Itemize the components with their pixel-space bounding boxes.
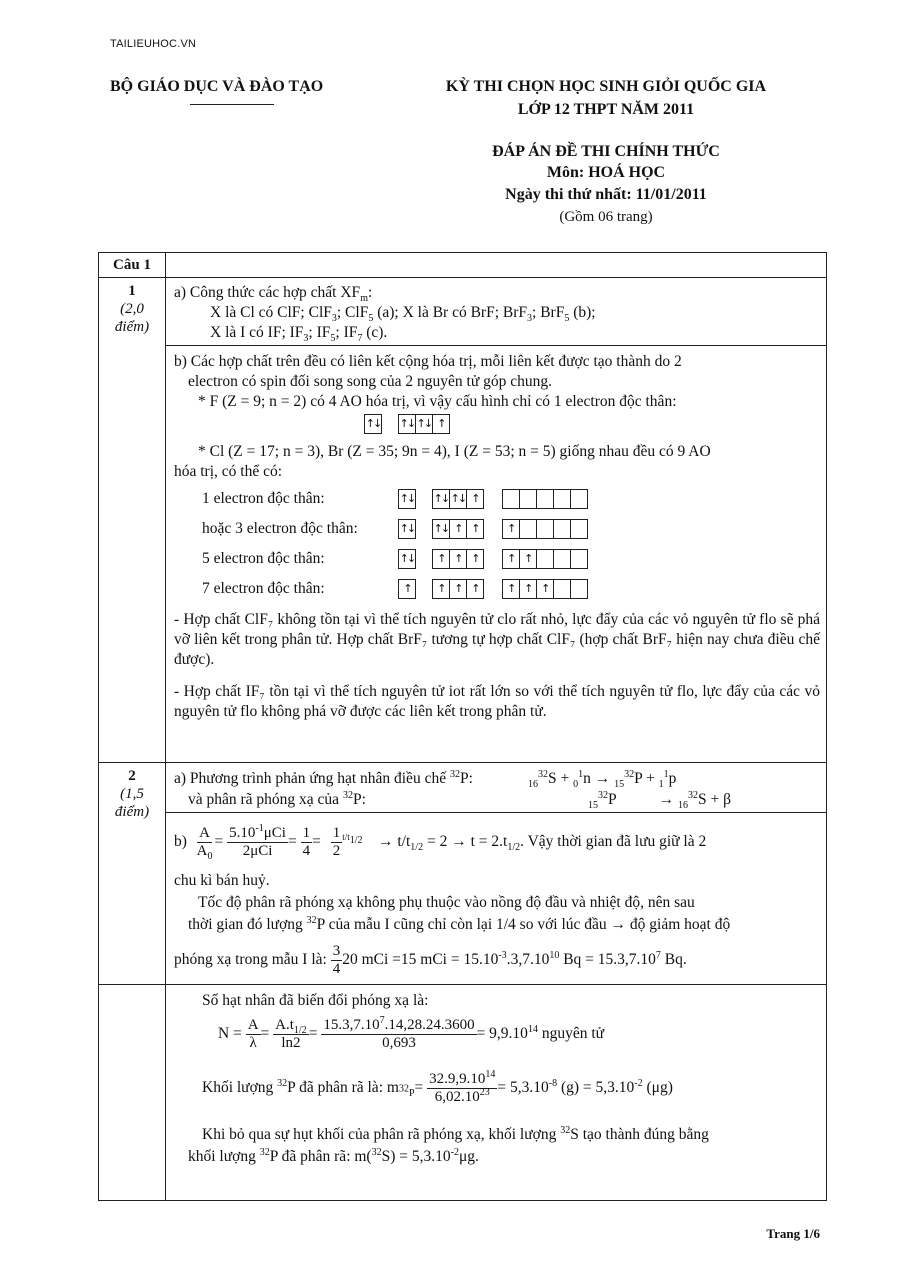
- part1-points-unit: điểm): [114, 319, 150, 335]
- subject: Môn: HOÁ HỌC: [546, 164, 666, 181]
- part1-b-cell: [166, 346, 827, 763]
- part1-a-cell: [166, 278, 827, 346]
- part2-b-line3: Tốc độ phân rã phóng xạ không phụ thuộc vào nồng độ đầu và nhiệt độ, nên sau: [198, 894, 695, 911]
- part1-b-fluorine: * F (Z = 9; n = 2) có 4 AO hóa trị, vì vậy cấu hình chỉ có 1 electron độc thân:: [198, 393, 677, 410]
- nuclear-reaction: $_{16}^{32}$S + $_0^1$n → $_{15}^{32}$P + $_1^1$p: [528, 768, 677, 791]
- part2-b-line4: thời gian đó lượng $^{32}$P của mẫu I cũng chỉ còn lại 1/4 so với lúc đầu → độ giảm hoạt độ: [188, 914, 731, 933]
- nuclei-equation: N = $\frac{A}{\lambda}$ = $\frac{A.t_{1/2}}{\ln 2}$ = $\frac{15.3,7.10^7.14,28.24.3600}{0,693}$ = $9,9.10^{14}$ nguyên tử: [218, 1015, 605, 1051]
- part2-b-line2: chu kì bán huỷ.: [174, 872, 270, 889]
- part2-points: (1,5: [120, 786, 144, 802]
- part1-label-cell: [99, 278, 166, 763]
- if7-note: - Hợp chất IF₇ tồn tại vì thể tích nguyên tử iot rất lớn so với thể tích nguyên tử flo, lực đẩy của các vỏ nguyên tử flo không phá vỡ được các liên kết trong phân tử.: [174, 683, 820, 720]
- orbital-2p: ↑↓ ↑↓ ↑: [398, 414, 450, 434]
- exam-date: Ngày thi thứ nhất: 11/01/2011: [505, 186, 707, 203]
- page-count: (Gồm 06 trang): [559, 209, 653, 225]
- part2-c-line1: Số hạt nhân đã biến đổi phóng xạ là:: [202, 992, 429, 1009]
- page-number: Trang 1/6: [766, 1226, 820, 1241]
- part2-b-equation: b) $\frac{A}{A_0}$ = $\frac{5.10^{-1}\mu Ci}{\text{2μCi}}$ = $\frac{1}{4}$ = $\frac{1}{2}$ $^{t/t_{1/2}}$ → $t/t_{1/2} = 2 \to t = 2.t_{1/2}$. Vậy thời gian đã lưu giữ là 2: [174, 823, 707, 862]
- part2-points-unit: điểm): [114, 804, 150, 820]
- part2-c-last2: khối lượng $^{32}$P đã phân rã: $m(^{32}S) = 5,3.10^{-2}\mu g$.: [188, 1146, 479, 1165]
- part2-a-cell: [166, 763, 827, 813]
- answer-table: [98, 252, 827, 1201]
- clf7-note: - Hợp chất ClF₇ không tồn tại vì thể tích nguyên tử clo rất nhỏ, lực đẩy của các vỏ nguyên tử flo sẽ phá vỡ liên kết trong phân tử. Hợp chất BrF₇ tương tự hợp chất ClF₇ (hợp chất BrF₇ hiện nay chưa điều chế được).: [174, 611, 820, 668]
- f-config: [364, 414, 450, 434]
- orbital-2s: ↑↓: [364, 414, 382, 434]
- config-label-3: hoặc 3 electron độc thân:: [202, 520, 358, 537]
- part2-b-line5: phóng xạ trong mẫu I là: $\frac{3}{4}$ 20 mCi =15 mCi = $15.10^{-3}.3,7.10^{10}$ $Bq = 15.3,7.10^7$ Bq.: [174, 943, 687, 977]
- config-row-7: ↑ ↑ ↑ ↑ ↑ ↑ ↑: [398, 579, 588, 599]
- part1-a-i: X là I có IF; $IF_3$; $IF_5$; $IF_7$ (c).: [210, 324, 388, 345]
- config-label-1: 1 electron độc thân:: [202, 490, 325, 507]
- part2-c-cell: [166, 985, 827, 1201]
- part2-c-last1: Khi bỏ qua sự hụt khối của phân rã phóng xạ, khối lượng $^{32}$S tạo thành đúng bằng: [202, 1124, 709, 1143]
- config-row-1: ↑↓ ↑↓ ↑↓ ↑: [398, 489, 588, 509]
- part2-label-cell: [99, 763, 166, 985]
- exam-grade: LỚP 12 THPT NĂM 2011: [517, 101, 695, 118]
- mass-equation: Khối lượng $^{32}$P đã phân rã là: $m_{^{32}P}=$ $\frac{32.9,9.10^{14}}{6,02.10^{23}}$ = $5,3.10^{-8}$ $(g) = 5,3.10^{-2}$ (μg): [202, 1069, 673, 1105]
- config-row-5: ↑↓ ↑ ↑ ↑ ↑ ↑: [398, 549, 588, 569]
- ministry-name: BỘ GIÁO DỤC VÀ ĐÀO TẠO: [110, 78, 324, 95]
- answer-title: ĐÁP ÁN ĐỀ THI CHÍNH THỨC: [492, 143, 720, 160]
- part1-b-line5: hóa trị, có thể có:: [174, 463, 283, 480]
- config-label-7: 7 electron độc thân:: [202, 580, 325, 597]
- question-label: Câu 1: [113, 257, 151, 273]
- part2-b-cell: [166, 813, 827, 985]
- part1-points: (2,0: [120, 301, 144, 317]
- exam-title: KỲ THI CHỌN HỌC SINH GIỎI QUỐC GIA: [445, 78, 767, 95]
- part1-number: 1: [128, 283, 136, 299]
- ministry-underline: [190, 104, 274, 105]
- part1-b-line1: b) Các hợp chất trên đều có liên kết cộng hóa trị, mỗi liên kết được tạo thành do 2: [174, 353, 682, 370]
- question-label-cell: [99, 253, 166, 278]
- part2-number: 2: [128, 768, 136, 784]
- part2-a-line2: và phân rã phóng xạ của $^{32}$P:: [188, 789, 366, 808]
- config-label-5: 5 electron độc thân:: [202, 550, 325, 567]
- question-header-blank: [166, 253, 827, 278]
- part1-b-line2: electron có spin đối song song của 2 nguyên tử góp chung.: [188, 373, 552, 390]
- part1-a-cl-br: X là Cl có ClF; ClF$_3$; ClF$_5$ (a); X là Br có BrF; BrF$_3$; BrF$_5$ (b);: [210, 304, 596, 325]
- radioactive-decay: $_{15}^{32}$P → $_{16}^{32}$S + β: [588, 789, 732, 812]
- site-watermark: TAILIEUHOC.VN: [110, 38, 197, 50]
- part1-b-halogens: * Cl (Z = 17; n = 3), Br (Z = 35; 9n = 4), I (Z = 53; n = 5) giống nhau đều có 9 AO: [198, 443, 711, 460]
- part2-a-line1: a) Phương trình phản ứng hạt nhân điều chế $^{32}$P:: [174, 768, 473, 787]
- part1-a-title: a) Công thức các hợp chất $XF_m$:: [174, 284, 373, 305]
- config-row-3: ↑↓ ↑↓ ↑ ↑ ↑: [398, 519, 588, 539]
- part2-c-label-blank: [99, 985, 166, 1201]
